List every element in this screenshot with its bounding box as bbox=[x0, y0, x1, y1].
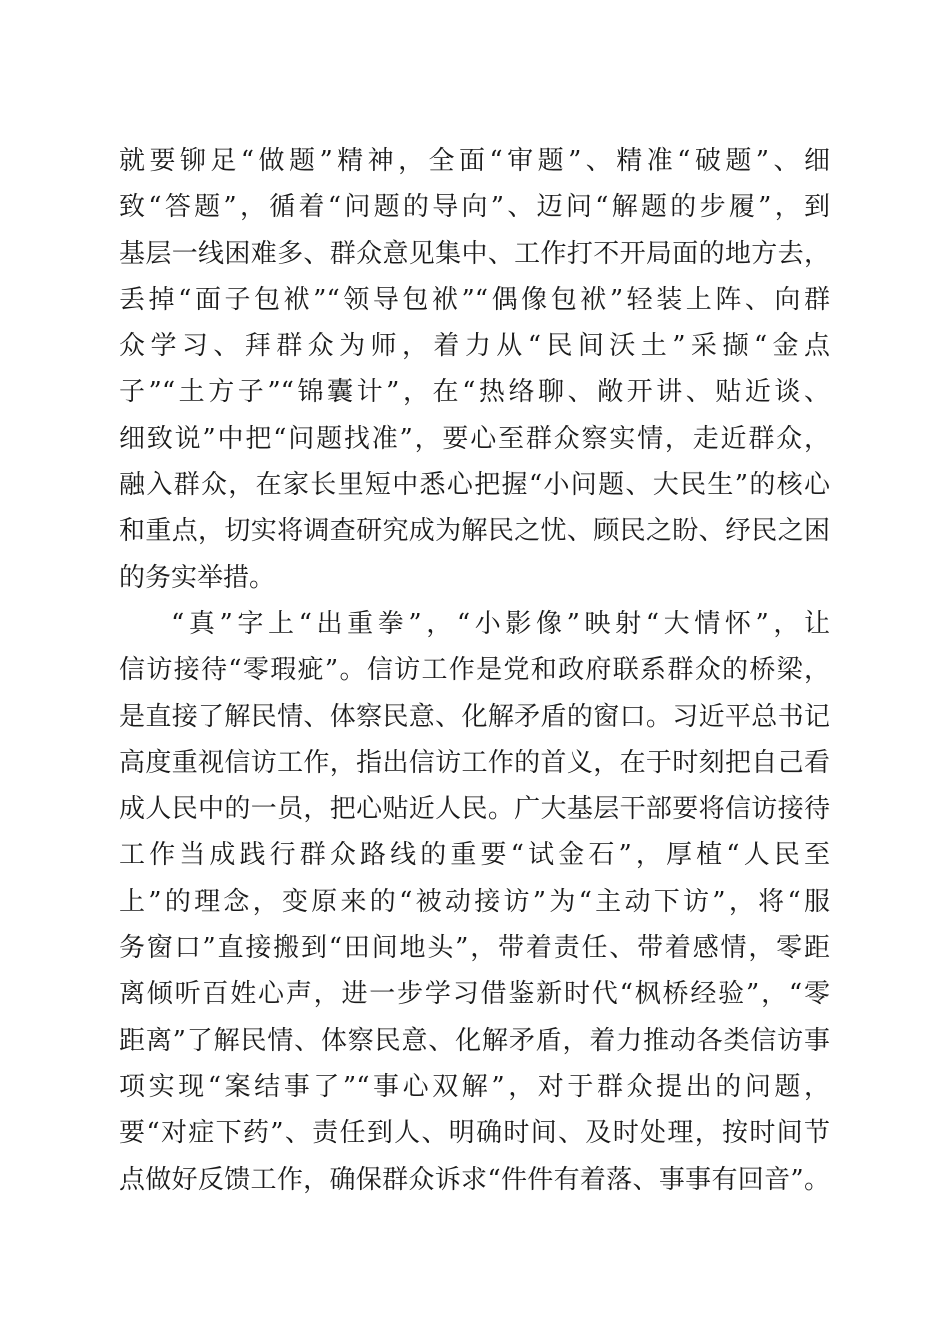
text-line: 信访接待“零瑕疵”。信访工作是党和政府联系群众的桥梁， bbox=[119, 655, 830, 686]
text-line: 成人民中的一员，把心贴近人民。广大基层干部要将信访接待 bbox=[119, 794, 830, 825]
text-line: 务窗口”直接搬到“田间地头”，带着责任、带着感情，零距 bbox=[119, 933, 830, 964]
text-line: 项实现“案结事了”“事心双解”，对于群众提出的问题， bbox=[119, 1071, 830, 1102]
paragraph-2 bbox=[119, 601, 830, 1203]
text-line: 和重点，切实将调查研究成为解民之忧、顾民之盼、纾民之困 bbox=[119, 516, 830, 547]
text-line: 子”“土方子”“锦囊计”，在“热络聊、敞开讲、贴近谈、 bbox=[119, 377, 830, 408]
text-line: 上”的理念，变原来的“被动接访”为“主动下访”，将“服 bbox=[119, 886, 830, 917]
text-line: 点做好反馈工作，确保群众诉求“件件有着落、事事有回音”。 bbox=[119, 1164, 830, 1195]
text-line: “真”字上“出重拳”，“小影像”映射“大情怀”，让 bbox=[171, 608, 830, 639]
text-line: 致“答题”，循着“问题的导向”、迈问“解题的步履”，到 bbox=[119, 192, 830, 223]
text-line: 距离”了解民情、体察民意、化解矛盾，着力推动各类信访事 bbox=[119, 1025, 830, 1056]
text-line: 融入群众，在家长里短中悉心把握“小问题、大民生”的核心 bbox=[119, 470, 830, 501]
text-line: 离倾听百姓心声，进一步学习借鉴新时代“枫桥经验”，“零 bbox=[119, 979, 830, 1010]
text-line: 要“对症下药”、责任到人、明确时间、及时处理，按时间节 bbox=[119, 1118, 830, 1149]
paragraph-1 bbox=[119, 138, 830, 601]
text-line: 众学习、拜群众为师，着力从“民间沃土”采撷“金点 bbox=[119, 331, 830, 362]
text-line: 工作当成践行群众路线的重要“试金石”，厚植“人民至 bbox=[119, 840, 830, 871]
text-line: 是直接了解民情、体察民意、化解矛盾的窗口。习近平总书记 bbox=[119, 701, 830, 732]
text-line: 就要铆足“做题”精神，全面“审题”、精准“破题”、细 bbox=[119, 146, 830, 176]
text-line: 基层一线困难多、群众意见集中、工作打不开局面的地方去， bbox=[119, 238, 830, 269]
text-line: 的务实举措。 bbox=[119, 562, 276, 593]
text-line: 细致说”中把“问题找准”，要心至群众察实情，走近群众， bbox=[119, 423, 830, 454]
body-text bbox=[119, 138, 830, 1203]
text-line: 丢掉“面子包袱”“领导包袱”“偶像包袱”轻装上阵、向群 bbox=[119, 284, 830, 315]
text-line: 高度重视信访工作，指出信访工作的首义，在于时刻把自己看 bbox=[119, 747, 830, 778]
